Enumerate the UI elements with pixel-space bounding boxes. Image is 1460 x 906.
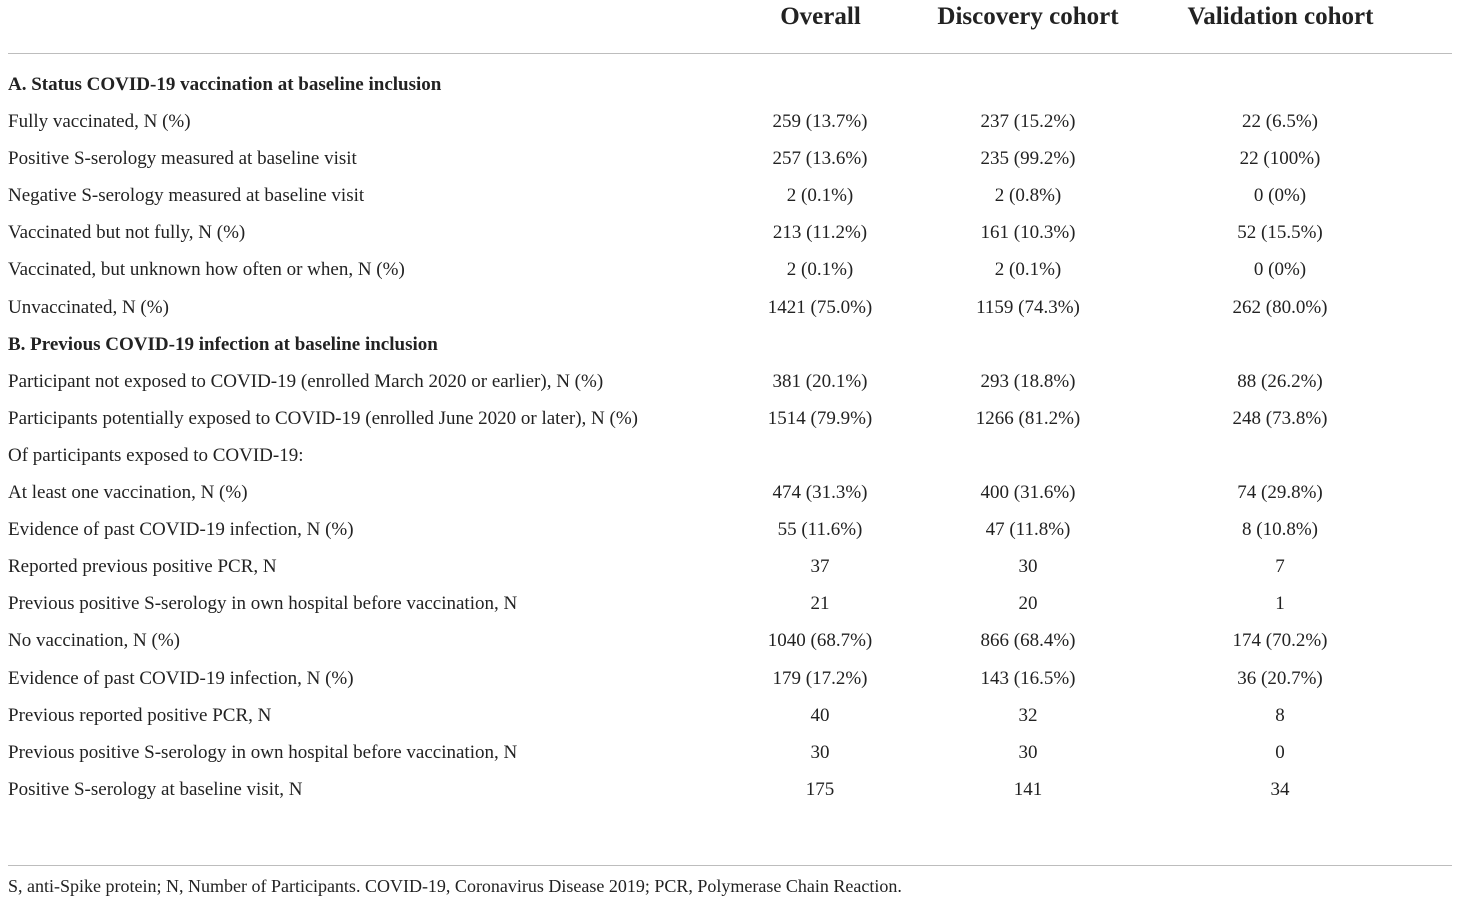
table-row bbox=[8, 585, 1452, 622]
cell-discovery: 2 (0.1%) bbox=[994, 259, 1062, 281]
cell-discovery: 237 (15.2%) bbox=[980, 111, 1076, 133]
header-validation-cohort: Validation cohort bbox=[1187, 3, 1374, 30]
cell-discovery: 400 (31.6%) bbox=[980, 482, 1076, 504]
cell-discovery: 1159 (74.3%) bbox=[976, 296, 1080, 318]
row-label: Positive S-serology at baseline visit, N bbox=[8, 778, 303, 800]
table-row bbox=[8, 400, 1452, 437]
cell-overall: 179 (17.2%) bbox=[772, 667, 868, 689]
cell-discovery: 1266 (81.2%) bbox=[975, 407, 1081, 429]
cell-overall: 474 (31.3%) bbox=[772, 482, 868, 504]
table-row bbox=[8, 660, 1452, 697]
cell-overall: 55 (11.6%) bbox=[777, 519, 863, 541]
cell-overall: 2 (0.1%) bbox=[786, 185, 854, 207]
cell-overall: 1040 (68.7%) bbox=[767, 630, 873, 652]
row-label: Previous positive S-serology in own hospital before vaccination, N bbox=[8, 741, 518, 763]
row-label: Unvaccinated, N (%) bbox=[8, 296, 169, 318]
header-discovery-cohort: Discovery cohort bbox=[937, 3, 1119, 30]
cell-discovery: 235 (99.2%) bbox=[980, 148, 1076, 170]
cell-validation: 74 (29.8%) bbox=[1237, 482, 1323, 504]
row-label: A. Status COVID-19 vaccination at baseline inclusion bbox=[8, 74, 442, 95]
table-row bbox=[8, 697, 1452, 734]
table-row bbox=[8, 177, 1452, 214]
data-table bbox=[8, 0, 1452, 800]
cell-overall: 21 bbox=[810, 593, 830, 615]
table-row bbox=[8, 140, 1452, 177]
row-label: Of participants exposed to COVID-19: bbox=[8, 444, 304, 466]
table-row bbox=[8, 214, 1452, 251]
table-header bbox=[8, 0, 1452, 54]
table-row bbox=[8, 251, 1452, 288]
cell-discovery: 30 bbox=[1018, 556, 1038, 578]
table-footnote: S, anti-Spike protein; N, Number of Participants. COVID-19, Coronavirus Disease 2019; PCR, Polymerase Chain Reaction. bbox=[8, 876, 902, 896]
section-heading-row bbox=[8, 326, 1452, 363]
row-label: Participant not exposed to COVID-19 (enrolled March 2020 or earlier), N (%) bbox=[8, 370, 604, 392]
table-row bbox=[8, 622, 1452, 659]
cell-discovery: 2 (0.8%) bbox=[994, 185, 1062, 207]
table-row bbox=[8, 103, 1452, 140]
row-label: Evidence of past COVID-19 infection, N (%) bbox=[8, 519, 354, 541]
header-overall: Overall bbox=[780, 3, 861, 30]
cell-overall: 213 (11.2%) bbox=[772, 222, 868, 244]
cell-validation: 7 bbox=[1275, 556, 1285, 578]
row-label: Vaccinated but not fully, N (%) bbox=[8, 222, 246, 244]
cell-validation: 248 (73.8%) bbox=[1232, 407, 1328, 429]
cell-overall: 381 (20.1%) bbox=[772, 370, 868, 392]
table-row bbox=[8, 437, 1452, 474]
row-label: Previous reported positive PCR, N bbox=[8, 704, 272, 726]
cell-discovery: 293 (18.8%) bbox=[980, 370, 1076, 392]
row-label: Participants potentially exposed to COVID-19 (enrolled June 2020 or later), N (%) bbox=[8, 407, 639, 429]
footer-divider bbox=[8, 865, 1452, 866]
row-label: Previous positive S-serology in own hospital before vaccination, N bbox=[8, 593, 518, 615]
table-row bbox=[8, 734, 1452, 771]
section-heading-row bbox=[8, 66, 1452, 103]
cell-validation: 8 (10.8%) bbox=[1242, 519, 1318, 541]
cell-validation: 0 (0%) bbox=[1253, 185, 1307, 207]
row-label: Vaccinated, but unknown how often or when, N (%) bbox=[8, 259, 405, 281]
cell-validation: 88 (26.2%) bbox=[1237, 370, 1323, 392]
table-row bbox=[8, 511, 1452, 548]
cell-discovery: 161 (10.3%) bbox=[980, 222, 1076, 244]
cell-validation: 262 (80.0%) bbox=[1232, 296, 1328, 318]
row-label: No vaccination, N (%) bbox=[8, 630, 180, 652]
cell-overall: 40 bbox=[810, 704, 830, 726]
row-label: Evidence of past COVID-19 infection, N (%) bbox=[8, 667, 354, 689]
cell-validation: 22 (6.5%) bbox=[1242, 111, 1318, 133]
cell-discovery: 143 (16.5%) bbox=[980, 667, 1076, 689]
cell-overall: 30 bbox=[810, 741, 830, 763]
row-label: At least one vaccination, N (%) bbox=[8, 482, 248, 504]
cell-discovery: 30 bbox=[1018, 741, 1038, 763]
row-label: Fully vaccinated, N (%) bbox=[8, 111, 191, 133]
cell-discovery: 47 (11.8%) bbox=[985, 519, 1071, 541]
cell-overall: 175 bbox=[805, 778, 835, 800]
row-label: Negative S-serology measured at baseline visit bbox=[8, 185, 365, 207]
cell-validation: 36 (20.7%) bbox=[1237, 667, 1323, 689]
cell-validation: 0 bbox=[1275, 741, 1285, 763]
cell-discovery: 32 bbox=[1018, 704, 1038, 726]
cell-validation: 34 bbox=[1270, 778, 1290, 800]
table-row bbox=[8, 548, 1452, 585]
cell-overall: 1421 (75.0%) bbox=[767, 296, 873, 318]
cell-validation: 1 bbox=[1275, 593, 1285, 615]
cell-overall: 257 (13.6%) bbox=[772, 148, 868, 170]
row-label: Positive S-serology measured at baseline visit bbox=[8, 148, 357, 170]
cell-overall: 1514 (79.9%) bbox=[767, 407, 873, 429]
table-row bbox=[8, 474, 1452, 511]
table-row bbox=[8, 363, 1452, 400]
cell-discovery: 866 (68.4%) bbox=[980, 630, 1076, 652]
cell-discovery: 141 bbox=[1013, 778, 1043, 800]
cell-overall: 259 (13.7%) bbox=[772, 111, 868, 133]
cell-validation: 0 (0%) bbox=[1253, 259, 1307, 281]
cell-discovery: 20 bbox=[1018, 593, 1038, 615]
row-label: Reported previous positive PCR, N bbox=[8, 556, 277, 578]
cell-validation: 52 (15.5%) bbox=[1237, 222, 1323, 244]
cell-overall: 2 (0.1%) bbox=[786, 259, 854, 281]
row-label: B. Previous COVID-19 infection at baseline inclusion bbox=[8, 333, 438, 355]
cell-overall: 37 bbox=[810, 556, 830, 578]
table-row bbox=[8, 771, 1452, 808]
table-row bbox=[8, 289, 1452, 326]
cell-validation: 22 (100%) bbox=[1239, 148, 1321, 170]
cell-validation: 174 (70.2%) bbox=[1232, 630, 1328, 652]
table-body bbox=[8, 66, 1452, 808]
cell-validation: 8 bbox=[1275, 704, 1285, 726]
